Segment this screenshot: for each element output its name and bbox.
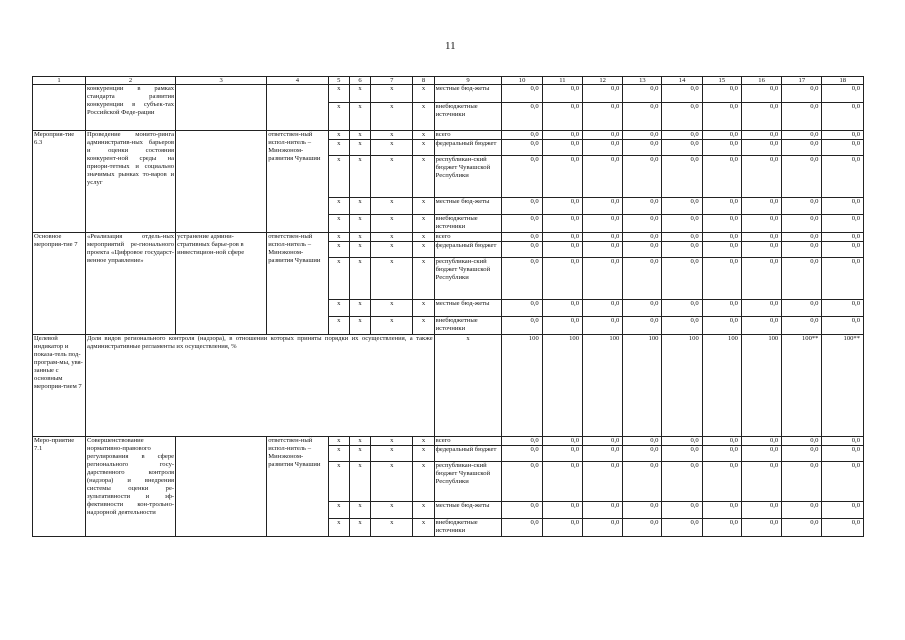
x-mark: x <box>328 233 349 242</box>
x-mark: x <box>328 462 349 502</box>
indicator-value: 100 <box>583 335 623 437</box>
block0-item-label <box>33 85 86 131</box>
funding-value: 0,0 <box>583 300 623 317</box>
funding-value: 0,0 <box>542 258 582 300</box>
x-mark: x <box>413 462 434 502</box>
funding-value: 0,0 <box>583 103 623 131</box>
funding-value: 0,0 <box>623 156 662 198</box>
x-mark: x <box>371 502 413 519</box>
block1-activity-title: Проведение монито-ринга административ-ных барьеров и оценки состояния конкурент-ной среды на приори-тетных и социально значимых рынках то-варов и услуг <box>85 131 175 233</box>
funding-value: 0,0 <box>702 258 741 300</box>
block3-item-label: Меро-приятие 7.1 <box>33 437 86 537</box>
indicator-value: 100 <box>502 335 542 437</box>
funding-value: 0,0 <box>702 198 741 215</box>
x-mark: x <box>328 242 349 258</box>
funding-value: 0,0 <box>822 446 864 462</box>
x-mark: x <box>328 103 349 131</box>
funding-value: 0,0 <box>583 215 623 233</box>
funding-value: 0,0 <box>741 103 781 131</box>
funding-value: 0,0 <box>702 103 741 131</box>
x-mark: x <box>413 103 434 131</box>
x-mark: x <box>349 462 370 502</box>
funding-value: 0,0 <box>702 131 741 140</box>
funding-value: 0,0 <box>662 462 702 502</box>
funding-value: 0,0 <box>662 233 702 242</box>
funding-value: 0,0 <box>623 317 662 335</box>
x-mark: x <box>371 258 413 300</box>
funding-value: 0,0 <box>822 300 864 317</box>
funding-value: 0,0 <box>782 131 822 140</box>
funding-value: 0,0 <box>822 502 864 519</box>
page-number: 11 <box>445 40 456 52</box>
block3-row-vsego <box>33 437 864 446</box>
funding-value: 0,0 <box>741 85 781 103</box>
funding-value: 0,0 <box>623 103 662 131</box>
funding-value: 0,0 <box>782 156 822 198</box>
x-mark: x <box>349 242 370 258</box>
funding-value: 0,0 <box>822 85 864 103</box>
funding-value: 0,0 <box>702 462 741 502</box>
col-num: 13 <box>623 77 662 85</box>
funding-value: 0,0 <box>583 198 623 215</box>
funding-value: 0,0 <box>662 156 702 198</box>
funding-value: 0,0 <box>623 131 662 140</box>
x-mark: x <box>349 103 370 131</box>
funding-value: 0,0 <box>583 140 623 156</box>
x-mark: x <box>371 85 413 103</box>
x-mark: x <box>413 446 434 462</box>
funding-value: 0,0 <box>502 242 542 258</box>
funding-value: 0,0 <box>822 258 864 300</box>
funding-value: 0,0 <box>741 502 781 519</box>
x-mark: x <box>371 131 413 140</box>
funding-value: 0,0 <box>662 502 702 519</box>
x-mark: x <box>371 198 413 215</box>
program-table <box>32 76 864 537</box>
funding-value: 0,0 <box>662 446 702 462</box>
funding-value: 0,0 <box>623 300 662 317</box>
funding-value: 0,0 <box>542 242 582 258</box>
funding-value: 0,0 <box>502 462 542 502</box>
block1-executor: ответствен-ный испол-нитель – Минэконом-развития Чувашии <box>267 131 328 233</box>
block0-executor <box>267 85 328 131</box>
funding-value: 0,0 <box>822 198 864 215</box>
x-mark: x <box>413 156 434 198</box>
funding-value: 0,0 <box>702 140 741 156</box>
funding-value: 0,0 <box>583 437 623 446</box>
funding-value: 0,0 <box>583 85 623 103</box>
col-num: 15 <box>702 77 741 85</box>
funding-value: 0,0 <box>662 258 702 300</box>
funding-value: 0,0 <box>542 502 582 519</box>
funding-value: 0,0 <box>741 300 781 317</box>
funding-value: 0,0 <box>822 233 864 242</box>
funding-value: 0,0 <box>502 198 542 215</box>
col-num: 1 <box>33 77 86 85</box>
funding-value: 0,0 <box>782 215 822 233</box>
x-mark: x <box>349 258 370 300</box>
funding-value: 0,0 <box>782 258 822 300</box>
funding-value: 0,0 <box>662 437 702 446</box>
funding-value: 0,0 <box>741 519 781 537</box>
funding-value: 0,0 <box>583 131 623 140</box>
x-mark: x <box>371 462 413 502</box>
funding-value: 0,0 <box>542 140 582 156</box>
x-mark: x <box>371 242 413 258</box>
funding-value: 0,0 <box>782 103 822 131</box>
x-mark: x <box>413 140 434 156</box>
x-mark: x <box>349 317 370 335</box>
block1-row-vsego <box>33 131 864 140</box>
funding-source: местные бюд-жеты <box>434 502 502 519</box>
funding-value: 0,0 <box>662 519 702 537</box>
x-mark: x <box>413 131 434 140</box>
funding-value: 0,0 <box>623 258 662 300</box>
col-num: 11 <box>542 77 582 85</box>
funding-value: 0,0 <box>542 85 582 103</box>
x-mark: x <box>349 519 370 537</box>
x-mark: x <box>328 140 349 156</box>
funding-value: 0,0 <box>822 242 864 258</box>
funding-value: 0,0 <box>702 317 741 335</box>
funding-value: 0,0 <box>502 140 542 156</box>
x-mark: x <box>371 300 413 317</box>
funding-value: 0,0 <box>741 233 781 242</box>
funding-value: 0,0 <box>702 156 741 198</box>
block2-executor: ответствен-ный испол-нитель – Минэконом-развития Чувашии <box>267 233 328 335</box>
funding-value: 0,0 <box>782 198 822 215</box>
funding-value: 0,0 <box>542 103 582 131</box>
funding-value: 0,0 <box>502 85 542 103</box>
x-mark: x <box>349 502 370 519</box>
funding-value: 0,0 <box>623 446 662 462</box>
funding-value: 0,0 <box>782 446 822 462</box>
funding-value: 0,0 <box>822 131 864 140</box>
funding-source: местные бюд-жеты <box>434 300 502 317</box>
x-mark: x <box>413 242 434 258</box>
funding-value: 0,0 <box>502 519 542 537</box>
col-num: 8 <box>413 77 434 85</box>
funding-source: внебюджетные источники <box>434 317 502 335</box>
funding-value: 0,0 <box>623 462 662 502</box>
funding-value: 0,0 <box>822 437 864 446</box>
funding-value: 0,0 <box>542 156 582 198</box>
funding-value: 0,0 <box>502 317 542 335</box>
funding-value: 0,0 <box>822 462 864 502</box>
col-num: 17 <box>782 77 822 85</box>
block0-goal <box>176 85 267 131</box>
col-num: 4 <box>267 77 328 85</box>
funding-value: 0,0 <box>782 85 822 103</box>
col-num: 14 <box>662 77 702 85</box>
funding-value: 0,0 <box>623 519 662 537</box>
funding-value: 0,0 <box>502 258 542 300</box>
x-mark: x <box>413 502 434 519</box>
block3-activity-title: Совершенствование нормативно-правового регулирования в сфере регионального госу-дарственного контроля (надзора) и внедрения системы оценки ре-зультативности и эф-фективности кон-трольно-надзорной деятельности <box>85 437 175 537</box>
funding-value: 0,0 <box>822 140 864 156</box>
x-mark: x <box>328 519 349 537</box>
x-mark: x <box>413 317 434 335</box>
funding-value: 0,0 <box>741 198 781 215</box>
block0-activity-title: конкуренции в рамках стандарта развития конкуренции в субъек-тах Российской Феде-рации <box>85 85 175 131</box>
funding-value: 0,0 <box>741 140 781 156</box>
funding-value: 0,0 <box>741 215 781 233</box>
funding-value: 0,0 <box>782 300 822 317</box>
indicator-value: 100** <box>782 335 822 437</box>
col-num: 6 <box>349 77 370 85</box>
x-mark: x <box>349 140 370 156</box>
x-mark: x <box>371 156 413 198</box>
x-mark: x <box>413 258 434 300</box>
funding-value: 0,0 <box>662 103 702 131</box>
funding-value: 0,0 <box>822 156 864 198</box>
x-mark: x <box>328 131 349 140</box>
funding-value: 0,0 <box>702 502 741 519</box>
col-num: 16 <box>741 77 781 85</box>
x-mark: x <box>371 140 413 156</box>
funding-value: 0,0 <box>542 462 582 502</box>
funding-value: 0,0 <box>702 446 741 462</box>
funding-value: 0,0 <box>542 215 582 233</box>
funding-value: 0,0 <box>542 519 582 537</box>
x-mark: x <box>413 300 434 317</box>
funding-value: 0,0 <box>623 140 662 156</box>
x-mark: x <box>413 215 434 233</box>
funding-source: местные бюд-жеты <box>434 85 502 103</box>
funding-value: 0,0 <box>662 198 702 215</box>
funding-value: 0,0 <box>822 215 864 233</box>
funding-value: 0,0 <box>741 156 781 198</box>
col-num: 3 <box>176 77 267 85</box>
funding-source: республикан-ский бюджет Чувашской Республики <box>434 462 502 502</box>
funding-value: 0,0 <box>741 437 781 446</box>
x-mark: x <box>349 198 370 215</box>
funding-source: всего <box>434 131 502 140</box>
funding-value: 0,0 <box>583 519 623 537</box>
x-mark: x <box>349 300 370 317</box>
x-mark: x <box>328 156 349 198</box>
funding-value: 0,0 <box>662 242 702 258</box>
x-mark: x <box>371 446 413 462</box>
funding-value: 0,0 <box>583 242 623 258</box>
funding-value: 0,0 <box>502 502 542 519</box>
x-mark: x <box>413 437 434 446</box>
funding-value: 0,0 <box>502 156 542 198</box>
x-mark: x <box>328 502 349 519</box>
block1-goal <box>176 131 267 233</box>
funding-value: 0,0 <box>542 198 582 215</box>
indicator-value: 100 <box>542 335 582 437</box>
funding-source: местные бюд-жеты <box>434 198 502 215</box>
funding-value: 0,0 <box>623 85 662 103</box>
funding-value: 0,0 <box>502 446 542 462</box>
funding-value: 0,0 <box>702 215 741 233</box>
funding-value: 0,0 <box>702 437 741 446</box>
funding-value: 0,0 <box>782 140 822 156</box>
x-mark: x <box>371 317 413 335</box>
funding-value: 0,0 <box>623 242 662 258</box>
funding-value: 0,0 <box>782 242 822 258</box>
funding-value: 0,0 <box>702 300 741 317</box>
funding-value: 0,0 <box>623 215 662 233</box>
funding-value: 0,0 <box>623 198 662 215</box>
x-mark: x <box>328 198 349 215</box>
funding-value: 0,0 <box>502 437 542 446</box>
col-num: 2 <box>85 77 175 85</box>
funding-value: 0,0 <box>702 85 741 103</box>
x-mark: x <box>328 317 349 335</box>
funding-value: 0,0 <box>542 233 582 242</box>
indicator-label: Целевой индикатор и показа-тель под-програм-мы, увя-занные с основным мероприя-тием 7 <box>33 335 86 437</box>
funding-value: 0,0 <box>662 300 702 317</box>
funding-value: 0,0 <box>502 300 542 317</box>
x-mark: x <box>349 156 370 198</box>
block0-row-local <box>33 85 864 103</box>
col-num: 5 <box>328 77 349 85</box>
col-num: 18 <box>822 77 864 85</box>
indicator-x: x <box>434 335 502 437</box>
funding-value: 0,0 <box>662 131 702 140</box>
indicator-text: Доля видов регионального контроля (надзора), в отношении которых приняты порядки их осуществления, а также административные регламенты их осуществления, % <box>85 335 434 437</box>
x-mark: x <box>328 437 349 446</box>
funding-value: 0,0 <box>583 233 623 242</box>
funding-value: 0,0 <box>662 317 702 335</box>
funding-value: 0,0 <box>782 233 822 242</box>
funding-value: 0,0 <box>542 317 582 335</box>
block2-item-label: Основное мероприя-тие 7 <box>33 233 86 335</box>
x-mark: x <box>328 215 349 233</box>
x-mark: x <box>371 233 413 242</box>
funding-source: всего <box>434 437 502 446</box>
x-mark: x <box>371 519 413 537</box>
col-num: 10 <box>502 77 542 85</box>
funding-source: федеральный бюджет <box>434 242 502 258</box>
funding-source: федеральный бюджет <box>434 140 502 156</box>
x-mark: x <box>371 437 413 446</box>
funding-value: 0,0 <box>542 300 582 317</box>
funding-value: 0,0 <box>542 446 582 462</box>
x-mark: x <box>413 519 434 537</box>
x-mark: x <box>371 103 413 131</box>
funding-value: 0,0 <box>702 233 741 242</box>
col-num: 9 <box>434 77 502 85</box>
funding-value: 0,0 <box>583 502 623 519</box>
col-num: 12 <box>583 77 623 85</box>
x-mark: x <box>349 446 370 462</box>
funding-source: всего <box>434 233 502 242</box>
block3-executor: ответствен-ный испол-нитель – Минэконом-развития Чувашии <box>267 437 328 537</box>
block1-item-label: Мероприя-тие 6.3 <box>33 131 86 233</box>
indicator-value: 100 <box>702 335 741 437</box>
x-mark: x <box>349 437 370 446</box>
block2-goal: устранение админи-стративных барье-ров в инвестицион-ной сфере <box>176 233 267 335</box>
x-mark: x <box>413 233 434 242</box>
indicator-value: 100 <box>662 335 702 437</box>
x-mark: x <box>371 215 413 233</box>
funding-value: 0,0 <box>623 437 662 446</box>
funding-value: 0,0 <box>741 242 781 258</box>
indicator-row <box>33 335 864 437</box>
funding-value: 0,0 <box>623 502 662 519</box>
funding-value: 0,0 <box>822 519 864 537</box>
funding-value: 0,0 <box>623 233 662 242</box>
funding-value: 0,0 <box>741 258 781 300</box>
funding-source: республикан-ский бюджет Чувашской Республики <box>434 156 502 198</box>
funding-value: 0,0 <box>502 103 542 131</box>
funding-value: 0,0 <box>583 462 623 502</box>
funding-value: 0,0 <box>583 317 623 335</box>
x-mark: x <box>349 233 370 242</box>
funding-value: 0,0 <box>662 85 702 103</box>
funding-source: внебюджетные источники <box>434 519 502 537</box>
funding-value: 0,0 <box>583 258 623 300</box>
block3-goal <box>176 437 267 537</box>
funding-value: 0,0 <box>502 215 542 233</box>
funding-value: 0,0 <box>702 519 741 537</box>
x-mark: x <box>413 85 434 103</box>
x-mark: x <box>328 446 349 462</box>
funding-value: 0,0 <box>502 233 542 242</box>
funding-value: 0,0 <box>502 131 542 140</box>
funding-value: 0,0 <box>662 215 702 233</box>
funding-source: республикан-ский бюджет Чувашской Республики <box>434 258 502 300</box>
col-num: 7 <box>371 77 413 85</box>
funding-value: 0,0 <box>741 462 781 502</box>
indicator-value: 100 <box>623 335 662 437</box>
funding-value: 0,0 <box>782 437 822 446</box>
funding-value: 0,0 <box>782 502 822 519</box>
funding-source: внебюджетные источники <box>434 103 502 131</box>
funding-value: 0,0 <box>662 140 702 156</box>
funding-value: 0,0 <box>782 317 822 335</box>
indicator-value: 100 <box>741 335 781 437</box>
funding-value: 0,0 <box>702 242 741 258</box>
funding-value: 0,0 <box>583 446 623 462</box>
x-mark: x <box>328 258 349 300</box>
block2-row-vsego <box>33 233 864 242</box>
funding-source: внебюджетные источники <box>434 215 502 233</box>
funding-value: 0,0 <box>741 131 781 140</box>
funding-value: 0,0 <box>741 446 781 462</box>
funding-value: 0,0 <box>822 317 864 335</box>
funding-value: 0,0 <box>583 156 623 198</box>
x-mark: x <box>349 131 370 140</box>
x-mark: x <box>349 85 370 103</box>
indicator-value: 100** <box>822 335 864 437</box>
funding-value: 0,0 <box>741 317 781 335</box>
funding-value: 0,0 <box>542 131 582 140</box>
funding-value: 0,0 <box>822 103 864 131</box>
funding-value: 0,0 <box>782 462 822 502</box>
x-mark: x <box>413 198 434 215</box>
funding-source: федеральный бюджет <box>434 446 502 462</box>
x-mark: x <box>328 85 349 103</box>
funding-value: 0,0 <box>542 437 582 446</box>
funding-value: 0,0 <box>782 519 822 537</box>
column-number-row <box>33 77 864 85</box>
block2-activity-title: «Реализация отдель-ных мероприятий ре-гионального проекта «Цифровое государст-венное управление» <box>85 233 175 335</box>
x-mark: x <box>328 300 349 317</box>
x-mark: x <box>349 215 370 233</box>
